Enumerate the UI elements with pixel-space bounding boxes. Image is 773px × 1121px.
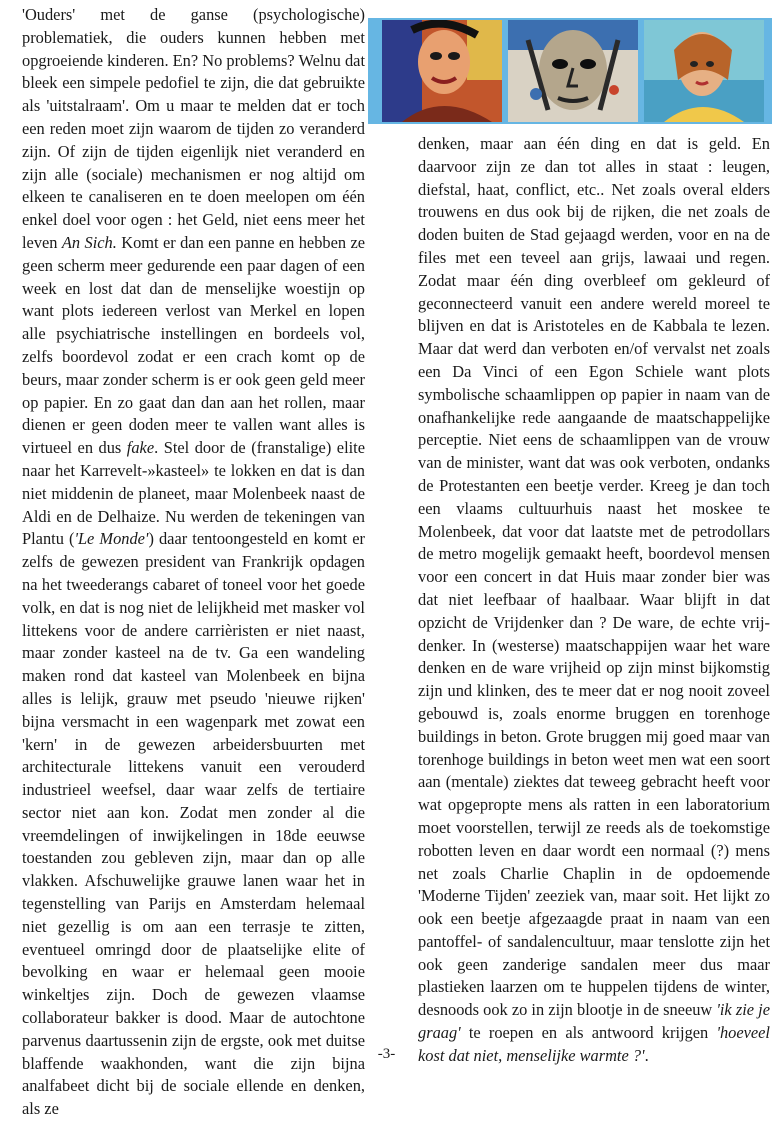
italic-term: 'Le Monde'	[74, 529, 149, 549]
text-run: .	[644, 1045, 649, 1065]
italic-quote: 'hoeveel kost dat niet, menselijke warmte ?'	[418, 1023, 770, 1065]
painting-portrait-right	[644, 20, 764, 122]
text-run: 'Ouders' met de ganse (psychologische) problematiek, die ouders kunnen hebben met opgroeiende kinderen. En? No problems? Welnu dat bleek een simpele pedofiel te zijn, die dat gebruikte als 'uitstalraam'. Om u maar te melden dat er toch een reden moet zijn waarom de tijden zo veranderd zijn. Of zijn de tijden eigenlijk niet veranderd en zijn alle (sociale) mechanismen er nog altijd om elkeen te canaliseren en te doen meelopen om één enkel doel voor ogen : het Geld, niet eens meer het leven	[22, 5, 365, 252]
italic-quote: 'ik zie je graag'	[418, 1000, 770, 1043]
text-column-right	[418, 133, 770, 1068]
painting-portrait-center	[508, 20, 638, 122]
painting-strip	[368, 18, 772, 124]
text-run: Komt er dan een panne en hebben ze geen scherm meer gedurende een paar dagen of een week en lost dat dan de menselijke woestijn op want plots iedereen verlost van Merkel en lopen alle psychiatrische instellingen en bordeels vol, zelfs boordevol zodat er een crach komt op de beurs, maar zonder scherm is er ook geen geld meer op papier. En zo gaat dan dan aan het rollen, maar dienen er geen doden meer te vallen want alles is virtueel en dus	[22, 232, 366, 458]
painting-portrait-left	[382, 20, 502, 122]
italic-term: fake	[126, 438, 155, 458]
text-run: ) daar tentoongesteld en komt er zelfs de gewezen president van Frankrijk opdagen na het tweederangs cabaret of toneel voor het goede volk, en dat is nog niet de lelijkheid met masker vol littekens voor de andere carrièristen er niet naast, maar zonder kasteel na de tv. Ga een wandeling maken rond dat kasteel van Molenbeek en bijna alles is lelijk, grauw met pseudo 'nieuwe rijken' bijna versmacht in een wagenpark met zowat een 'kern' in de gewezen arbeidersbuurten met architecturale littekens vanuit een verouderd industrieel weefsel, daar waar zelfs de tertiaire sector niet aan kon. Zodat men zonder al die vreemdelingen of inwijkelingen in 18de eeuwse toestanden zou gebleven zijn, maar dan op alle vlakken. Afschuwelijke grauwe lanen waar het in tegenstelling van Parijs en Amsterdam helemaal niet gezellig is om aan een terrasje te zitten, eventueel omringd door de plaatselijke elite of bevolking en waar er helemaal geen mooie winkeltjes zijn. Doch de gewezen vlaamse collaborateur bakker is dood. Maar de autochtone parvenus daartussenin zijn de ergste, ook met duitse blaffende waakhonden, want die zijn bijna analfabeet dicht bij de sociale ellende en denken, als ze	[22, 529, 365, 1119]
paragraph-right	[418, 133, 770, 1068]
text-run: denken, maar aan één ding en dat is geld. En daarvoor zijn ze dan tot alles in staat : leugen, diefstal, haat, conflict, etc.. Net zoals overal elders trouwens en dus ook bij de rijken, die net zoals de doden buiten de Stad gejaagd werden, voor en na de files met een teveel aan grijs, lawaai und regen. Zodat maar één ding overbleef om gekleurd of geconnecteerd vanuit een andere wereld moreel te blijven en dat is Aristoteles en de Kabbala te lezen. Maar dat werd dan verboten en/of vervalst net zoals een Da Vinci of een Egon Schiele want plots symbolische schaamlippen op papier in naam van de onafhankelijke rede aangaande de maatschappelijke perceptie. Niet eens de schaamlippen van de vrouw van de minister, want dat was ook verboten, ondanks de Protestanten een beetje verder. Kreeg je dan toch een vlaams cultuurhuis naast het moskee te Molenbeek, dat voor dat laatste met de petrodollars de metro mogelijk gemaakt heeft, boordevol mensen voor een concert in dat Huis maar zonder bier was dat niet leefbaar of haalbaar. Waar blijft in dat opzicht de Vrijdenker dan ? De ware, de echte vrij-denker. In (westerse) maatschappijen waar het ware denken en de ware vrijheid op zijn minst bijkomstig zijn und klinken, des te meer dat er nog nooit zoveel gebouwd is, zoals enorme bruggen en torenhoge buildings in beton. Grote bruggen mij goed maar van torenhoge buildings in beton weet men wat een soort aan (mentale) ziektes dat teweeg gebracht heeft voor wat opgepropte mens als ratten in een laboratorium moet voorstellen, terwijl ze reeds als de toekomstige robotten leven en daar wordt een normaal (?) mens net zoals Charlie Chaplin in de opdoemende 'Moderne Tijden' zeeziek van, maar soit. Het lijkt zo ook een beetje afgezaagde praat in naam van een pantoffel- of sandalencultuur, maar tenslotte zijn het ook geen zanderige sandalen meer dus maar plastieken laarzen om te huppelen tijdens de winter, desnoods ook zo in zijn blootje in de sneeuw	[418, 134, 770, 1020]
text-run: . Stel door de (franstalige) elite naar het Karrevelt-»kasteel» te lokken en dat is dan niet middenin de planeet, maar Molenbeek naast de Aldi en de Delhaize. Nu werden de tekeningen van Plantu (	[22, 438, 366, 549]
paragraph-left	[22, 4, 365, 1121]
text-column-left	[22, 4, 365, 1121]
text-run: te roepen en als antwoord krijgen	[460, 1023, 717, 1043]
page-number: -3-	[377, 1046, 396, 1062]
italic-term: An Sich.	[61, 232, 117, 252]
